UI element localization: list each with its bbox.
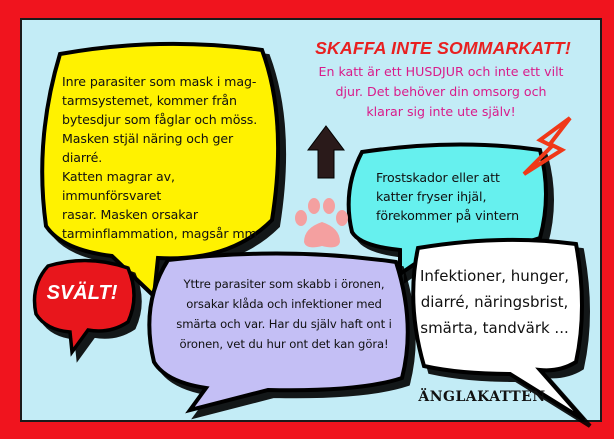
text-line: Yttre parasiter som skabb i öronen, — [183, 277, 385, 291]
text-line: Infektioner, hunger, — [420, 267, 569, 285]
text-line: Katten magrar av, immunförsvaret — [62, 169, 175, 203]
subtitle-line: klarar sig inte ute själv! — [366, 104, 516, 119]
text-line: öronen, vet du hur ont det kan göra! — [179, 337, 389, 351]
subtitle — [288, 62, 594, 122]
up-arrow-icon — [308, 126, 344, 178]
subtitle-line: djur. Det behöver din omsorg och — [335, 84, 547, 99]
text-line: tarminflammation, magsår mm. — [62, 226, 261, 241]
subtitle-line: En katt är ett HUSDJUR och inte ett vilt — [318, 64, 564, 79]
frost-text — [376, 168, 542, 225]
text-line: katter fryser ihjäl, — [376, 189, 487, 204]
text-line: diarré, näringsbrist, — [420, 293, 569, 311]
text-line: bytesdjur som fåglar och möss. — [62, 112, 258, 127]
paw-print-icon — [295, 198, 348, 247]
external-parasites-text — [168, 274, 400, 354]
signature: ÄNGLAKATTEN — [418, 389, 546, 405]
red-starvation-bubble — [35, 260, 135, 352]
text-line: tarmsystemet, kommer från — [62, 93, 237, 108]
infections-text — [417, 263, 572, 341]
text-line: förekommer på vintern — [376, 208, 519, 223]
text-line: rasar. Masken orsakar — [62, 207, 198, 222]
text-line: Masken stjäl näring och ger diarré. — [62, 131, 234, 165]
lightning-bolt-icon — [524, 118, 570, 174]
text-line: orsakar klåda och infektioner med — [186, 297, 382, 311]
text-line: Frostskador eller att — [376, 170, 500, 185]
poster-title: SKAFFA INTE SOMMARKATT! — [315, 38, 571, 58]
starvation-label: SVÄLT! — [46, 282, 118, 304]
text-line: Inre parasiter som mask i mag- — [62, 74, 257, 89]
text-line: smärta, tandvärk ... — [420, 319, 569, 337]
inner-parasites-text — [62, 72, 270, 243]
text-line: smärta och var. Har du själv haft ont i — [176, 317, 392, 331]
